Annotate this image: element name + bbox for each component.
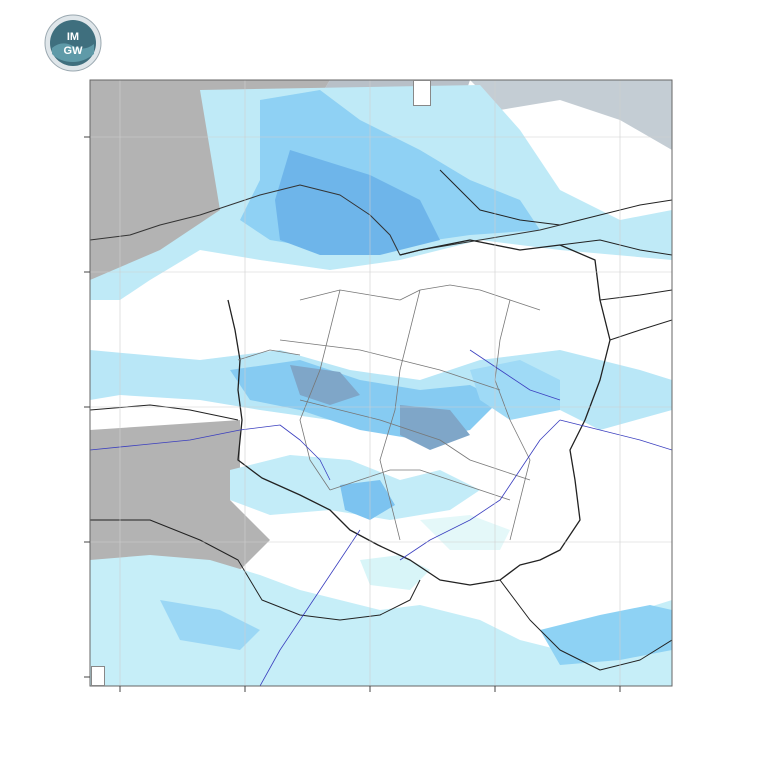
logo-text-bottom: GW	[63, 45, 83, 57]
logo-text-top: IM	[66, 31, 80, 43]
model-info	[91, 666, 105, 686]
date-label	[413, 80, 431, 106]
